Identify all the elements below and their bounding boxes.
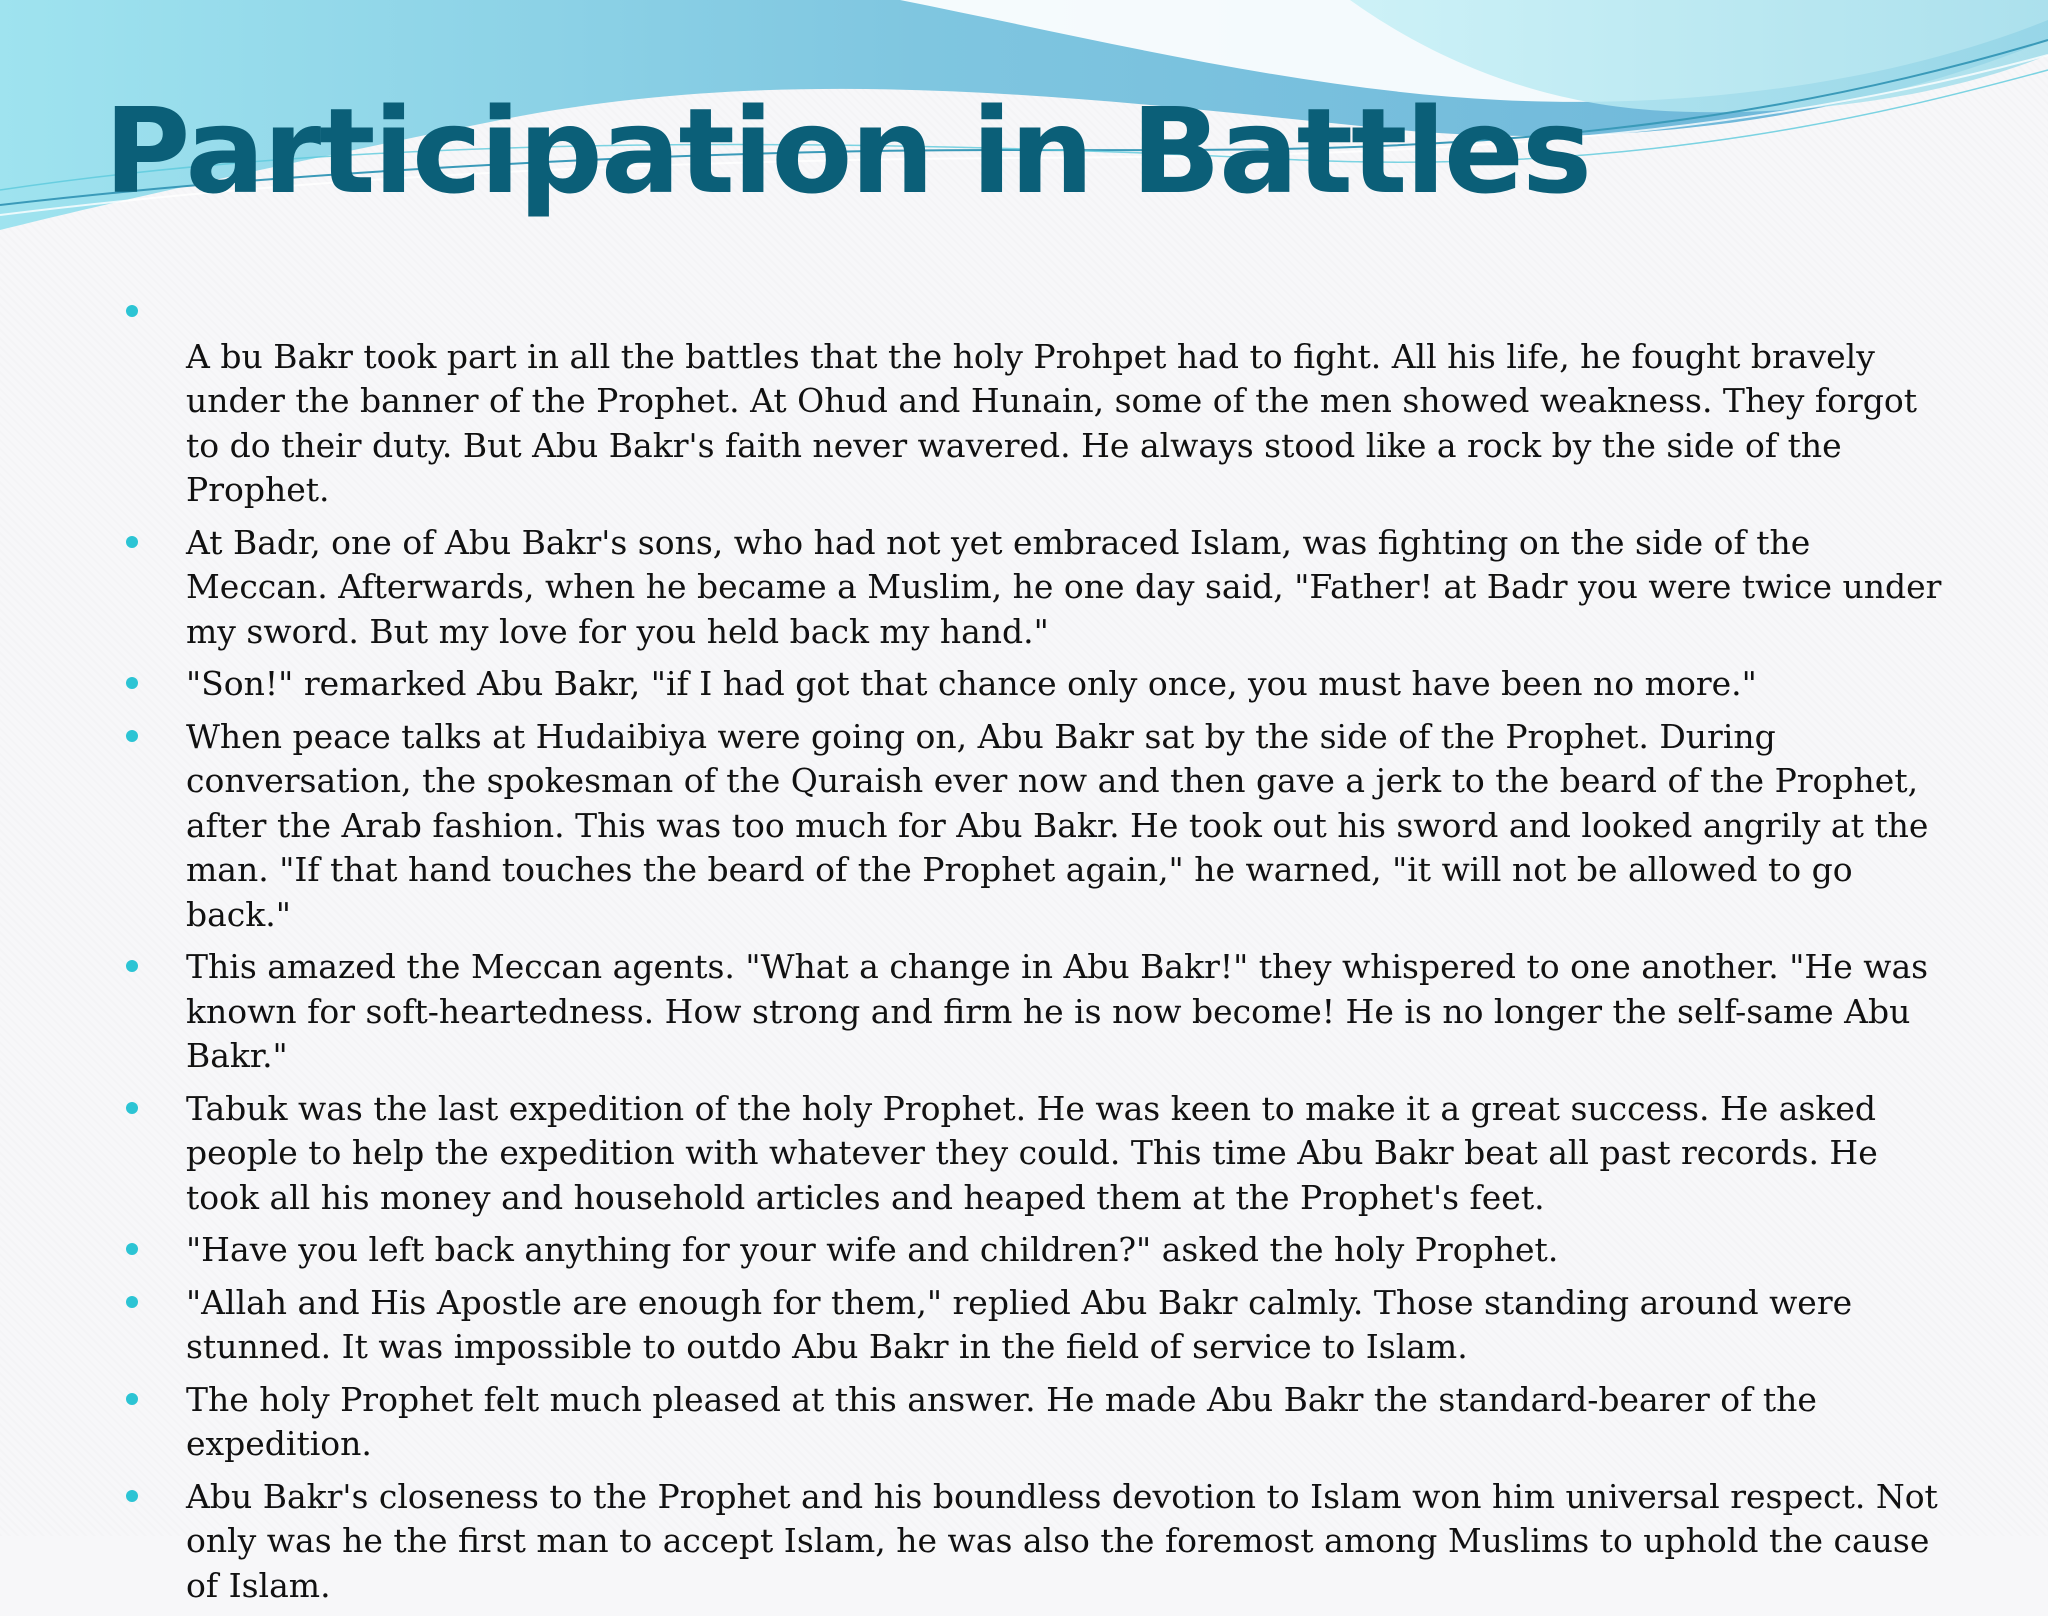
bullet-text: The holy Prophet felt much pleased at this answer. He made Abu Bakr the standard-bearer of the expedition. [186, 1379, 1817, 1463]
list-item [124, 715, 1944, 938]
list-item [124, 290, 1944, 513]
list-item [124, 945, 1944, 1079]
list-item [124, 1228, 1944, 1273]
bullet-text: "Son!" remarked Abu Bakr, "if I had got that chance only once, you must have been no more." [186, 664, 1757, 703]
list-item [124, 1475, 1944, 1609]
bullet-dot-icon [126, 1296, 138, 1308]
bullet-dot-icon [126, 960, 138, 972]
list-item [124, 521, 1944, 655]
bullet-dot-icon [126, 1490, 138, 1502]
bullet-dot-icon [126, 677, 138, 689]
bullet-text: Abu Bakr's closeness to the Prophet and his boundless devotion to Islam won him universal respect. Not only was he the first man to accept Islam, he was also the foremost among Muslims to uphold the cause of Islam. [186, 1476, 1938, 1605]
list-item [124, 662, 1944, 707]
bullet-text: Tabuk was the last expedition of the holy Prophet. He was keen to make it a great success. He asked people to help the expedition with whatever they could. This time Abu Bakr beat all past records. He took all his money and household articles and heaped them at the Prophet's feet. [186, 1088, 1878, 1217]
bullet-list [124, 290, 1944, 1616]
bullet-text: At Badr, one of Abu Bakr's sons, who had not yet embraced Islam, was fighting on the side of the Meccan. Afterwards, when he became a Muslim, he one day said, "Father! at Badr you were twice under my sword. But my love for you held back my hand." [186, 522, 1942, 651]
bullet-text: This amazed the Meccan agents. "What a change in Abu Bakr!" they whispered to one another. "He was known for soft-heartedness. How strong and firm he is now become! He is no longer the self-same Abu Bakr." [186, 947, 1929, 1075]
bullet-text: "Allah and His Apostle are enough for them," replied Abu Bakr calmly. Those standing around were stunned. It was impossible to outdo Abu Bakr in the field of service to Islam. [186, 1282, 1853, 1366]
bullet-dot-icon [126, 1393, 138, 1405]
bullet-text: When peace talks at Hudaibiya were going on, Abu Bakr sat by the side of the Prophet. During conversation, the spokesman of the Quraish ever now and then gave a jerk to the beard of the Prophet, after the Arab fashion. This was too much for Abu Bakr. He took out his sword and looked angrily at the man. "If that hand touches the beard of the Prophet again," he warned, "it will not be allowed to go back." [186, 716, 1929, 934]
bullet-dot-icon [126, 305, 138, 317]
bullet-dot-icon [126, 1102, 138, 1114]
slide-title: Participation in Battles [104, 82, 1591, 220]
bullet-dot-icon [126, 536, 138, 548]
list-item [124, 1281, 1944, 1370]
bullet-text: "Have you left back anything for your wife and children?" asked the holy Prophet. [186, 1230, 1559, 1269]
bullet-text: A bu Bakr took part in all the battles that the holy Prohpet had to fight. All his life, he fought bravely under the banner of the Prophet. At Ohud and Hunain, some of the men showed weakness. They forgot to do their duty. But Abu Bakr's faith never wavered. He always stood like a rock by the side of the Prophet. [186, 336, 1917, 509]
bullet-dot-icon [126, 1243, 138, 1255]
bullet-dot-icon [126, 730, 138, 742]
list-item [124, 1087, 1944, 1221]
list-item [124, 1378, 1944, 1467]
